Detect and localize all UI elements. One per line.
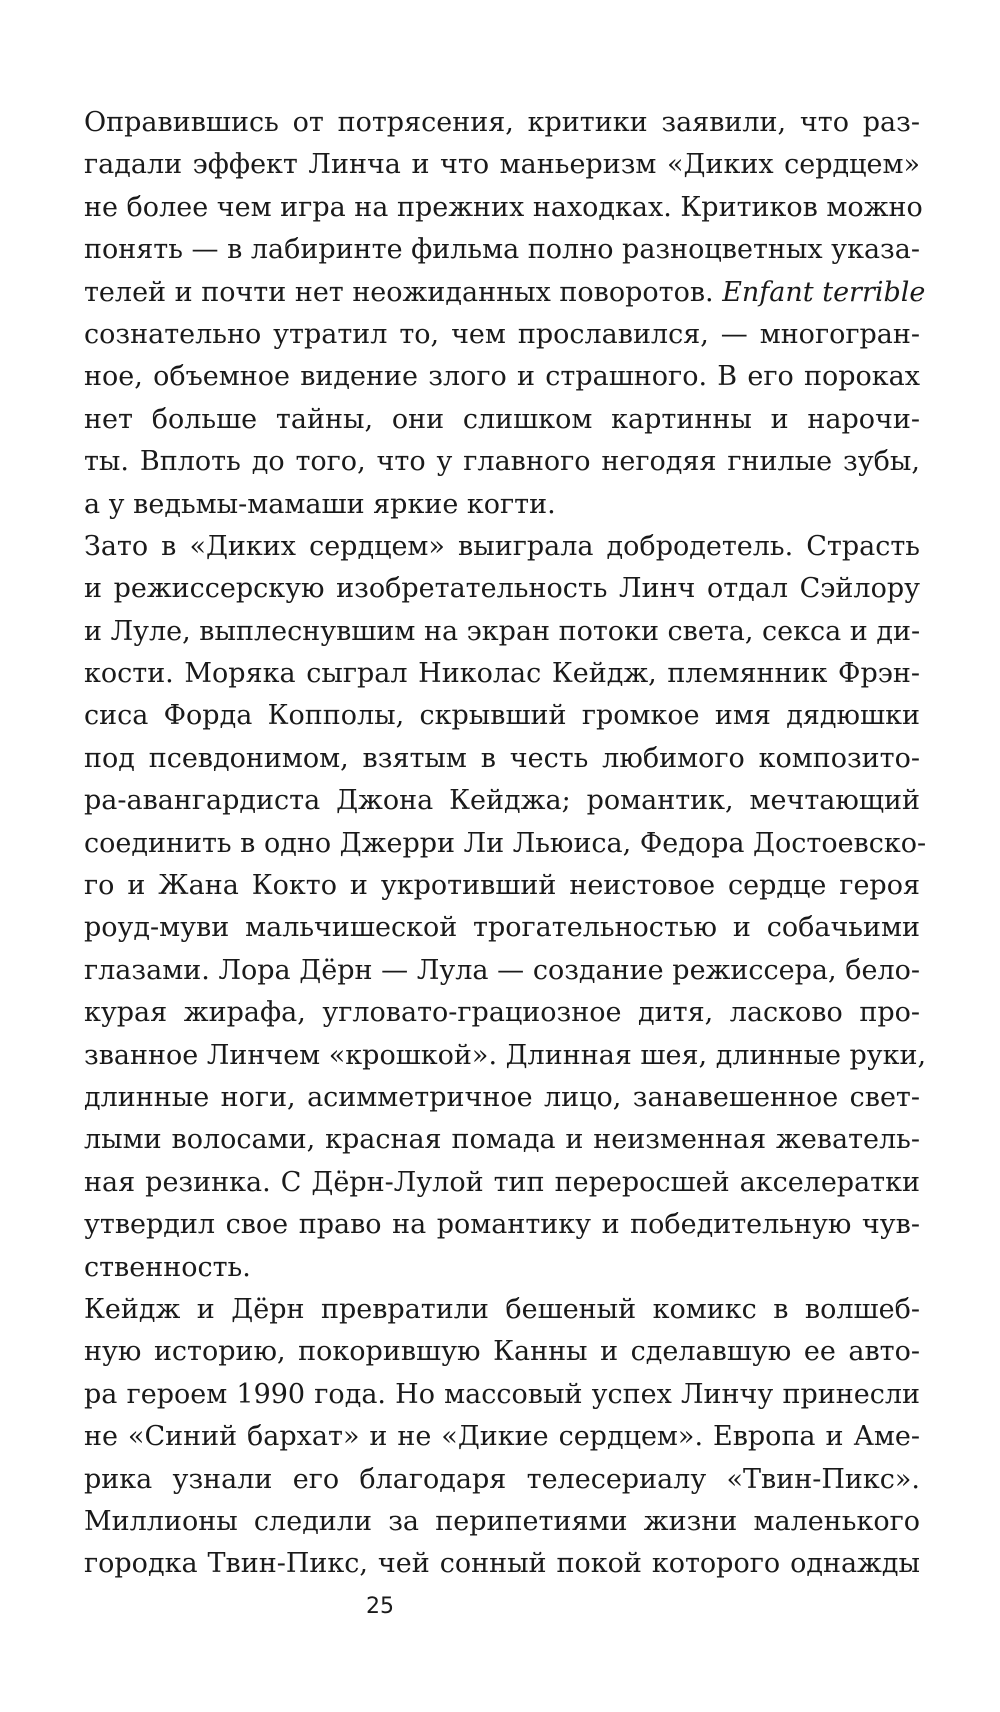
text-line: нет больше тайны, они слишком картинны и нарочи- (84, 403, 920, 435)
text-line: кости. Моряка сыграл Николас Кейдж, племянник Фрэн- (84, 658, 920, 690)
text-line: утвердил свое право на романтику и победительную чув- (84, 1209, 920, 1241)
text-line-segment: телей и почти нет неожиданных поворотов. (84, 276, 714, 308)
text-line: не более чем игра на прежних находках. Критиков можно (84, 191, 923, 223)
text-line: ная резинка. С Дёрн-Лулой тип переросшей акселератки (84, 1166, 920, 1198)
text-line: Зато в «Диких сердцем» выиграла добродетель. Страсть (84, 530, 920, 562)
text-line: Кейдж и Дёрн превратили бешеный комикс в волшеб- (84, 1293, 920, 1325)
text-line: ра-авангардиста Джона Кейджа; романтик, мечтающий (84, 785, 920, 817)
text-line: и Луле, выплеснувшим на экран потоки света, секса и ди- (84, 615, 921, 647)
text-line: лыми волосами, красная помада и неизменная жеватель- (84, 1124, 920, 1156)
text-line: и режиссерскую изобретательность Линч отдал Сэйлору (84, 573, 920, 605)
text-line: званное Линчем «крошкой». Длинная шея, длинные руки, (84, 1039, 927, 1071)
text-line: понять — в лабиринте фильма полно разноцветных указа- (84, 234, 920, 266)
text-line: ра героем 1990 года. Но массовый успех Линчу принесли (84, 1378, 920, 1410)
page-number: 25 (366, 1594, 394, 1619)
text-line: курая жирафа, угловато-грациозное дитя, ласково про- (84, 997, 920, 1029)
text-line: глазами. Лора Дёрн — Лула — создание режиссера, бело- (84, 954, 920, 986)
text-line: ты. Вплоть до того, что у главного негодяя гнилые зубы, (84, 446, 920, 478)
text-line: го и Жана Кокто и укротивший неистовое сердце героя (84, 870, 920, 902)
text-line: ственность. (84, 1251, 251, 1283)
text-line: ную историю, покорившую Канны и сделавшую ее авто- (84, 1336, 920, 1368)
text-line: под псевдонимом, взятым в честь любимого композито- (84, 742, 920, 774)
text-line: городка Твин-Пикс, чей сонный покой которого однажды (84, 1548, 920, 1580)
text-line: сознательно утратил то, чем прославился, — многогран- (84, 318, 920, 350)
text-line: не «Синий бархат» и не «Дикие сердцем». Европа и Аме- (84, 1421, 920, 1453)
text-line: длинные ноги, асимметричное лицо, занавешенное свет- (84, 1081, 920, 1113)
text-line: Миллионы следили за перипетиями жизни маленького (84, 1505, 920, 1537)
text-line-with-italic (84, 272, 926, 314)
text-line: рика узнали его благодаря телесериалу «Твин-Пикс». (84, 1463, 920, 1495)
text-line: а у ведьмы-мамаши яркие когти. (84, 488, 556, 520)
text-line: Оправившись от потрясения, критики заявили, что раз- (84, 107, 920, 138)
text-line: гадали эффект Линча и что маньеризм «Диких сердцем» (84, 149, 920, 181)
text-line: роуд-муви мальчишеской трогательностью и собачьими (84, 912, 920, 944)
italic-phrase: Enfant terrible (722, 276, 926, 308)
text-line: соединить в одно Джерри Ли Льюиса, Федора Достоевско- (84, 827, 927, 859)
body-text (84, 102, 927, 1586)
text-line: сиса Форда Копполы, скрывший громкое имя дядюшки (84, 700, 920, 732)
text-line: ное, объемное видение злого и страшного. В его пороках (84, 361, 920, 393)
